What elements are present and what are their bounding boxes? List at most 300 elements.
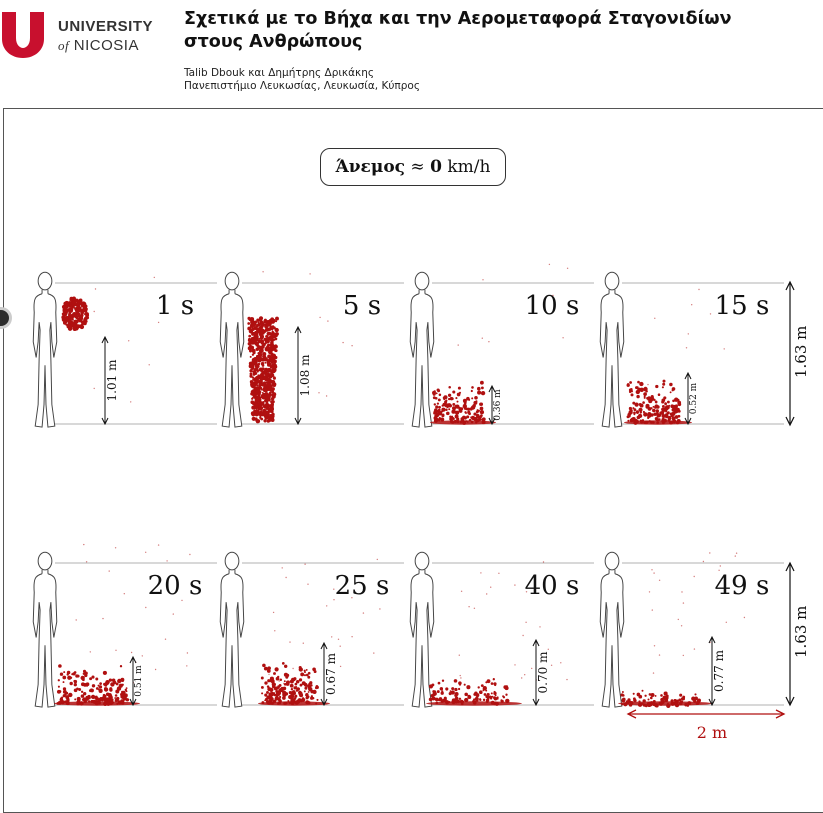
stray-droplet [524,674,525,675]
droplet [299,678,302,681]
droplet [66,309,69,312]
droplet [441,408,445,412]
droplet [479,698,481,700]
droplet [63,671,65,673]
droplet [122,700,124,702]
droplet [95,678,98,681]
droplet [672,400,675,403]
panel-1 [33,272,217,427]
droplet [622,691,624,693]
droplet [655,385,658,388]
droplet [304,670,306,672]
droplet [662,408,666,412]
droplet [434,403,436,405]
droplet [259,353,263,357]
droplet [80,325,84,329]
droplet [273,384,277,388]
droplet [72,672,75,675]
droplet [63,687,66,690]
stray-droplet [95,288,96,289]
droplet [438,406,441,409]
droplet [454,679,458,683]
droplet [284,680,286,682]
droplet [69,310,71,312]
droplet [268,393,272,397]
droplet [441,690,443,692]
droplet [255,376,259,380]
wind-word: Άνεμος [335,157,406,177]
droplet [262,355,264,357]
droplet [674,407,678,411]
droplet [261,677,264,680]
droplet [110,682,114,686]
droplet [267,344,270,347]
stray-droplet [651,569,652,570]
stray-droplet [482,338,483,339]
droplet [258,363,260,365]
droplet [301,698,305,702]
human-figure [33,552,57,707]
droplet [259,367,263,371]
droplet [454,694,457,697]
droplet [491,682,494,685]
droplet [291,688,293,690]
droplet [65,690,67,692]
droplet [261,692,263,694]
droplet [270,679,274,683]
logo-text-of: of [58,38,70,53]
droplet [81,691,83,693]
droplet [489,696,492,699]
droplet [447,403,451,407]
droplet [471,386,474,389]
droplet [650,693,654,697]
droplet [662,386,664,388]
stray-droplet [268,674,269,675]
droplet [445,687,448,690]
human-figure [600,272,624,427]
height-label: 0.67 m [324,653,338,695]
droplet [478,686,480,688]
droplet [109,678,112,681]
droplet [306,669,308,671]
droplet [251,398,253,400]
droplet [440,687,443,690]
droplet [247,322,250,325]
stray-droplet [142,655,143,656]
droplet [455,397,457,399]
droplet [458,681,462,685]
droplet [471,397,473,399]
droplet [470,407,473,410]
droplet [500,699,502,701]
droplet [481,392,485,396]
droplet [459,698,461,700]
droplet [493,678,495,680]
droplet [261,686,264,689]
width-label: 2 m [696,723,728,742]
wind-unit: km/h [447,157,491,177]
droplet [254,372,257,375]
droplet [466,685,470,689]
droplet [296,689,298,691]
droplet [79,299,83,303]
droplet [121,691,123,693]
stray-droplet [76,619,77,620]
stray-droplet [158,322,159,323]
droplet [257,322,259,324]
height-label: 0.77 m [712,650,726,692]
droplet [487,698,489,700]
droplet [73,680,75,682]
droplet-cloud [261,662,319,705]
droplet [435,405,438,408]
droplet [299,692,303,696]
droplet [95,697,99,701]
floor-deposit [258,701,330,705]
droplet [63,681,65,683]
droplet [270,370,274,374]
stray-droplet [486,593,487,594]
droplet [126,698,129,701]
droplet [126,690,128,692]
droplet [251,366,254,369]
droplet [64,693,66,695]
droplet [275,349,278,352]
droplet [99,682,102,685]
droplet [82,678,85,681]
droplet [479,690,483,694]
droplet [648,398,651,401]
panel-8 [600,552,784,708]
floor-deposit [618,701,712,705]
stray-droplet [562,337,563,338]
droplet [660,694,663,697]
droplet [663,380,666,383]
droplet [255,387,258,390]
droplet [457,401,459,403]
droplet [277,688,279,690]
droplet [464,407,467,410]
droplet [70,677,72,679]
droplet [262,323,264,325]
droplet [273,377,276,380]
droplet [59,690,62,693]
droplet [638,414,642,418]
droplet [251,348,253,350]
stray-droplet [187,652,188,653]
droplet [622,694,625,697]
droplet [644,397,646,399]
droplet [298,688,300,690]
droplet [497,696,499,698]
droplet [451,416,453,418]
droplet [296,680,299,683]
droplet [648,414,650,416]
droplet [662,414,666,418]
droplet [266,378,268,380]
droplet [262,392,264,394]
droplet [64,312,67,315]
height-label: 0.52 m [689,382,699,415]
droplet [270,380,274,384]
droplet [255,380,259,384]
droplet [458,407,461,410]
human-figure [410,552,434,707]
stray-droplet [165,639,166,640]
droplet [467,695,471,699]
droplet [631,393,634,396]
droplet [493,682,496,685]
droplet [248,342,251,345]
droplet [465,412,467,414]
droplet [269,693,273,697]
droplet [288,695,292,699]
droplet [682,697,685,700]
stray-droplet [654,645,655,646]
droplet [438,682,441,685]
droplet [662,405,665,408]
stray-droplet [154,277,155,278]
stray-droplet [652,609,653,610]
stray-droplet [460,677,461,678]
droplet [458,387,461,390]
droplet [250,384,253,387]
droplet [485,695,488,698]
droplet [451,417,453,419]
stray-droplet [654,318,655,319]
droplet [269,398,271,400]
droplet [250,356,252,358]
height-label: 0.70 m [536,651,550,694]
droplet [275,317,279,321]
droplet [254,410,257,413]
droplet [261,329,265,333]
stray-droplet [307,584,308,585]
stray-droplet [659,580,660,581]
droplet [105,681,109,685]
droplet [81,303,83,305]
droplet-cloud [627,380,682,425]
droplet [642,690,644,692]
droplet [258,328,260,330]
droplet [477,391,481,395]
droplet [670,391,672,393]
droplet [87,695,90,698]
droplet [276,677,280,681]
droplet [433,393,436,396]
panel-7 [410,552,594,707]
droplet [446,412,450,416]
droplet [256,355,259,358]
droplet [664,691,668,695]
droplet [655,695,657,697]
stray-droplet [724,348,725,349]
droplet [304,683,308,687]
droplet [656,405,659,408]
droplet [74,698,76,700]
droplet [667,411,670,414]
droplet [471,390,473,392]
stray-droplet [155,669,156,670]
stray-droplet [363,612,364,613]
droplet [75,299,78,302]
droplet-cloud [432,381,486,425]
stray-droplet [186,665,187,666]
droplet [265,399,269,403]
droplet [263,404,267,408]
stray-droplet [698,289,699,290]
stray-droplet [678,619,679,620]
droplet [254,320,257,323]
droplet [300,684,303,687]
stray-droplet [340,646,341,647]
droplet [309,681,312,684]
droplet [270,335,272,337]
droplet [250,337,253,340]
stray-droplet [551,665,552,666]
stray-droplet [498,573,499,574]
panels-layer [33,264,784,708]
droplet [659,411,663,415]
droplet [71,306,74,309]
droplet [114,697,116,699]
droplet [262,350,264,352]
droplet [477,416,480,419]
stray-droplet [279,680,280,681]
droplet [259,374,263,378]
droplet [678,415,681,418]
stray-droplet [289,641,290,642]
droplet [76,308,78,310]
droplet [266,361,270,365]
droplet [264,319,267,322]
droplet [263,419,266,422]
droplet [66,303,68,305]
droplet [123,696,127,700]
droplet [672,389,674,391]
floor-deposit [54,701,140,705]
droplet [655,417,658,420]
stray-droplet [115,650,116,651]
stray-droplet [460,675,461,676]
stray-droplet [145,552,146,553]
droplet [483,686,487,690]
human-height-label-top: 1.63 m [792,325,810,378]
stray-droplet [653,572,654,573]
stray-droplet [548,649,549,650]
stray-droplet [653,672,654,673]
stray-droplet [659,654,660,655]
droplet [253,325,256,328]
droplet [463,404,466,407]
droplet [258,338,260,340]
droplet [662,383,665,386]
time-label: 40 s [524,571,580,601]
droplet [92,684,95,687]
time-label: 1 s [155,291,195,321]
droplet [435,413,439,417]
droplet [260,338,262,340]
droplet [83,670,86,673]
droplet [63,310,65,312]
droplet [452,390,455,393]
stray-droplet [474,608,475,609]
stray-droplet [681,625,682,626]
stray-droplet [461,591,462,592]
droplet [64,301,68,305]
droplet [259,391,261,393]
stray-droplet [331,636,332,637]
droplet [439,697,443,701]
stray-droplet [273,612,274,613]
droplet [270,407,274,411]
droplet [268,388,270,390]
panel-3 [410,264,594,427]
stray-droplet [735,555,736,556]
droplet [76,320,79,323]
droplet [68,314,70,316]
stray-droplet [83,544,84,545]
droplet [466,415,469,418]
droplet [126,687,128,689]
droplet [271,403,274,406]
droplet [249,327,251,329]
stray-droplet [124,593,125,594]
droplet [697,699,701,703]
droplet [78,688,81,691]
droplet [275,696,279,700]
droplet [75,315,78,318]
droplet [452,403,455,406]
stray-droplet [342,342,343,343]
droplet [437,690,440,693]
stray-droplet [566,679,567,680]
droplet [667,401,670,404]
droplet [102,695,106,699]
droplet [252,379,254,381]
stray-droplet [567,268,568,269]
stray-droplet [115,547,116,548]
stray-droplet [647,384,648,385]
droplet [633,693,635,695]
droplet [475,693,479,697]
time-label: 20 s [147,571,203,601]
droplet [60,673,63,676]
droplet [627,384,630,387]
droplet [272,319,276,323]
droplet [632,402,635,405]
stray-droplet [521,677,522,678]
droplet [266,402,269,405]
droplet [493,696,496,699]
droplet [293,686,296,689]
droplet [668,417,671,420]
droplet [637,381,640,384]
droplet [120,678,124,682]
droplet [109,688,112,691]
droplet [257,403,260,406]
stray-droplet [274,630,275,631]
droplet [475,697,479,701]
droplet [98,685,100,687]
droplet [58,679,60,681]
human-figure [220,272,244,427]
droplet [293,679,295,681]
human-figure [410,272,434,427]
stray-droplet [681,591,682,592]
droplet [434,390,436,392]
